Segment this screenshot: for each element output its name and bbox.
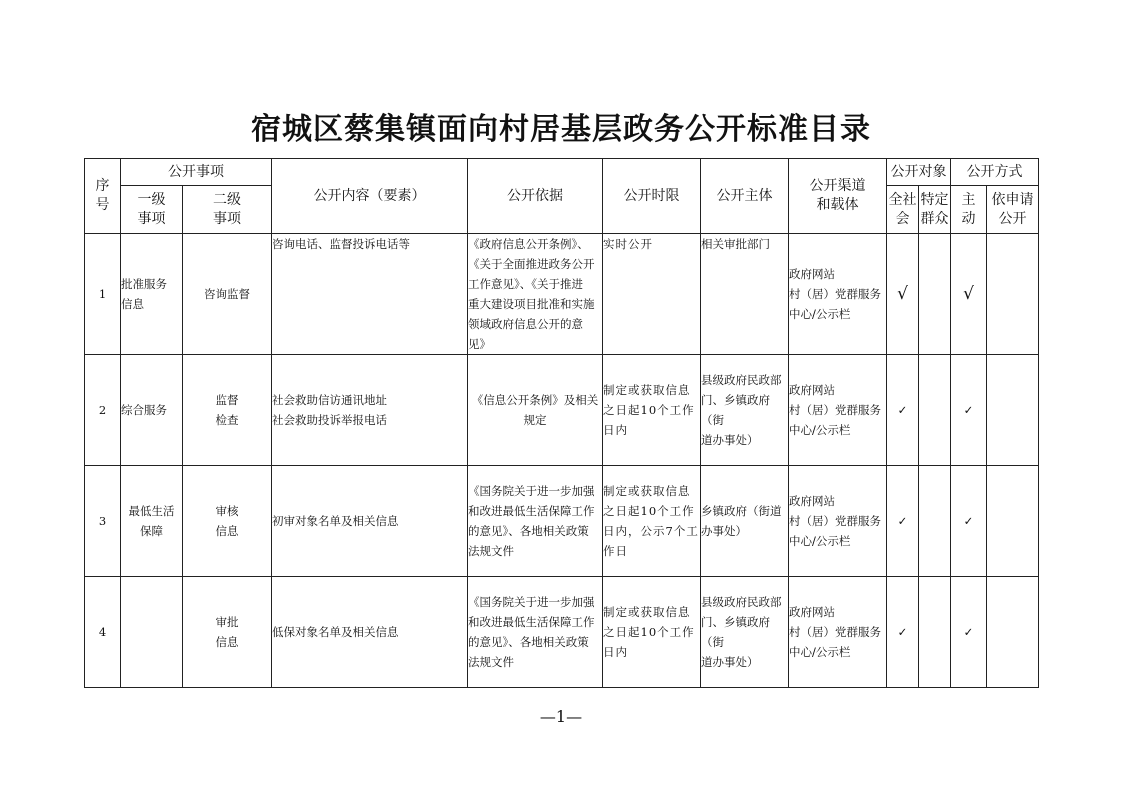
target-specific-check [919, 234, 951, 355]
subject-cell: 县级政府民政部 门、乡镇政府（街 道办事处） [701, 355, 789, 466]
content-cell: 咨询电话、监督投诉电话等 [272, 234, 468, 355]
header-level2: 二级 事项 [183, 186, 272, 234]
table-row [85, 355, 1039, 466]
header-basis: 公开依据 [468, 159, 603, 234]
target-specific-check [919, 466, 951, 577]
seq-cell: 4 [85, 577, 121, 688]
level2-cell: 咨询监督 [183, 234, 272, 355]
method-request-check [987, 234, 1039, 355]
header-method-request: 依申请 公开 [987, 186, 1039, 234]
header-items-group: 公开事项 [121, 159, 272, 186]
channel-cell: 政府网站 村（居）党群服务 中心/公示栏 [789, 355, 887, 466]
target-all-check: ✓ [887, 577, 919, 688]
basis-cell: 《国务院关于进一步加强 和改进最低生活保障工作 的意见》、各地相关政策 法规文件 [468, 577, 603, 688]
seq-cell: 3 [85, 466, 121, 577]
subject-cell: 县级政府民政部 门、乡镇政府（街 道办事处） [701, 577, 789, 688]
header-subject: 公开主体 [701, 159, 789, 234]
time-limit-cell: 制定或获取信息 之日起10个工作 日内 [603, 355, 701, 466]
level1-cell: 综合服务 [121, 355, 183, 466]
table-row [85, 234, 1039, 355]
channel-cell: 政府网站 村（居）党群服务 中心/公示栏 [789, 577, 887, 688]
time-limit-cell: 制定或获取信息 之日起10个工作 日内，公示7个工 作日 [603, 466, 701, 577]
method-request-check [987, 577, 1039, 688]
target-specific-check [919, 577, 951, 688]
subject-cell: 相关审批部门 [701, 234, 789, 355]
subject-cell: 乡镇政府（街道 办事处） [701, 466, 789, 577]
method-request-check [987, 466, 1039, 577]
level1-cell: 批准服务 信息 [121, 234, 183, 355]
method-active-check: √ [951, 234, 987, 355]
level2-cell: 审核 信息 [183, 466, 272, 577]
header-seq: 序 号 [85, 159, 121, 234]
method-active-check: ✓ [951, 577, 987, 688]
page-number: —1— [539, 707, 583, 726]
channel-cell: 政府网站 村（居）党群服务 中心/公示栏 [789, 466, 887, 577]
basis-cell: 《政府信息公开条例》、 《关于全面推进政务公开 工作意见》、《关于推进 重大建设项目批准和实施 领域政府信息公开的意 见》 [468, 234, 603, 355]
content-cell: 初审对象名单及相关信息 [272, 466, 468, 577]
basis-cell: 《国务院关于进一步加强 和改进最低生活保障工作 的意见》、各地相关政策 法规文件 [468, 466, 603, 577]
method-active-check: ✓ [951, 355, 987, 466]
level2-cell: 监督 检查 [183, 355, 272, 466]
header-target-all: 全社 会 [887, 186, 919, 234]
level2-cell: 审批 信息 [183, 577, 272, 688]
header-method-group: 公开方式 [951, 159, 1039, 186]
basis-cell: 《信息公开条例》及相关 规定 [468, 355, 603, 466]
seq-cell: 2 [85, 355, 121, 466]
level1-cell [121, 577, 183, 688]
disclosure-catalog-table [84, 158, 1039, 688]
header-level1: 一级 事项 [121, 186, 183, 234]
content-cell: 低保对象名单及相关信息 [272, 577, 468, 688]
header-time-limit: 公开时限 [603, 159, 701, 234]
method-request-check [987, 355, 1039, 466]
level1-cell: 最低生活 保障 [121, 466, 183, 577]
header-target-specific: 特定 群众 [919, 186, 951, 234]
time-limit-cell: 制定或获取信息 之日起10个工作 日内 [603, 577, 701, 688]
seq-cell: 1 [85, 234, 121, 355]
header-target-group: 公开对象 [887, 159, 951, 186]
table-row [85, 577, 1039, 688]
method-active-check: ✓ [951, 466, 987, 577]
time-limit-cell: 实时公开 [603, 234, 701, 355]
target-all-check: √ [887, 234, 919, 355]
content-cell: 社会救助信访通讯地址 社会救助投诉举报电话 [272, 355, 468, 466]
header-channel: 公开渠道 和载体 [789, 159, 887, 234]
target-specific-check [919, 355, 951, 466]
page-title: 宿城区蔡集镇面向村居基层政务公开标准目录 [251, 112, 871, 147]
header-method-active: 主 动 [951, 186, 987, 234]
table-row [85, 466, 1039, 577]
target-all-check: ✓ [887, 355, 919, 466]
target-all-check: ✓ [887, 466, 919, 577]
header-content: 公开内容（要素） [272, 159, 468, 234]
channel-cell: 政府网站 村（居）党群服务 中心/公示栏 [789, 234, 887, 355]
